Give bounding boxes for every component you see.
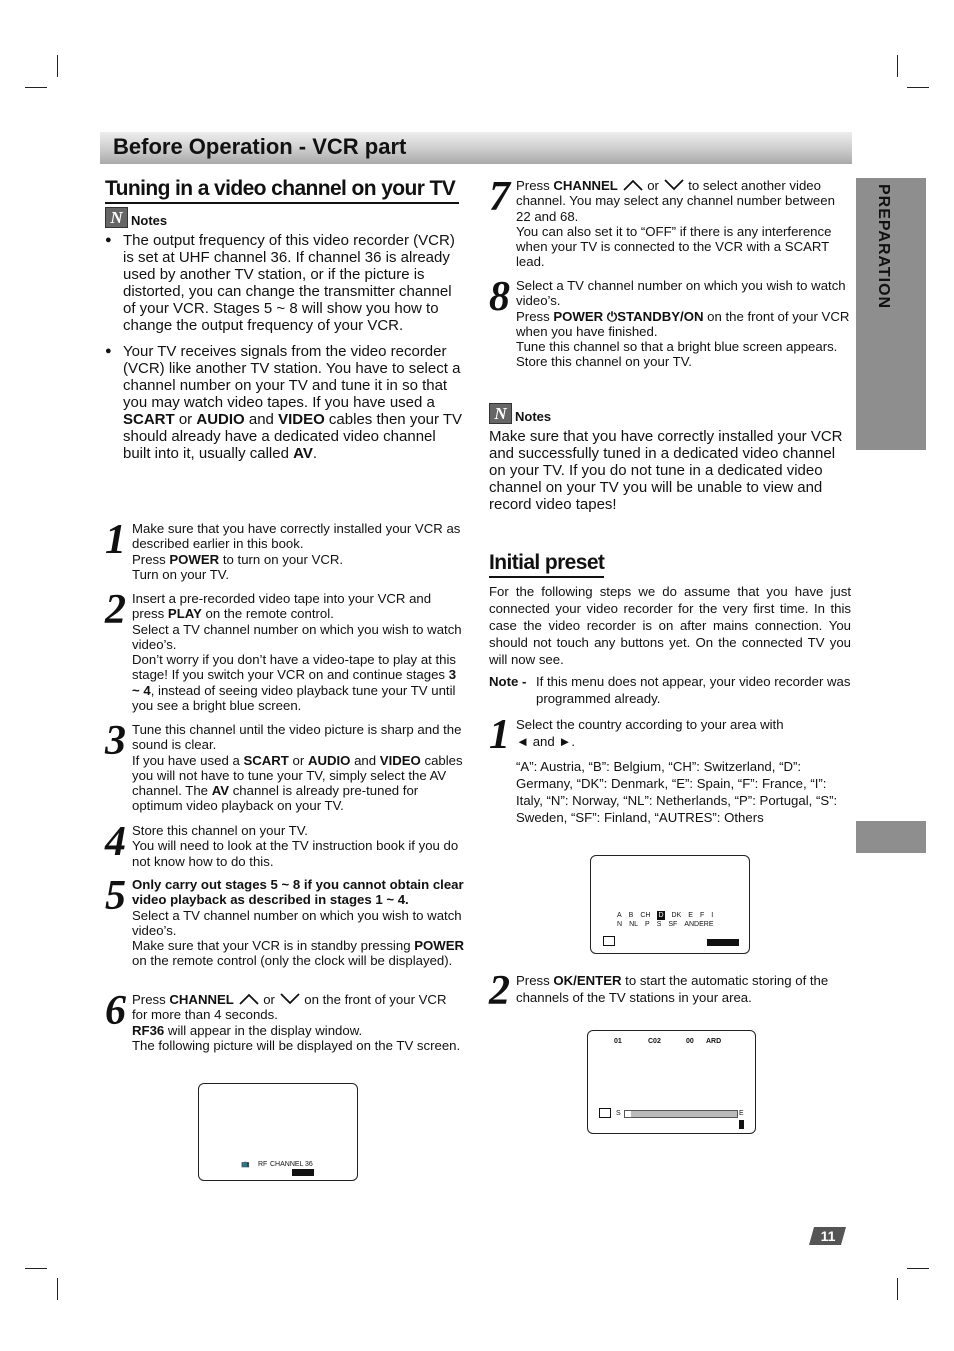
note-label: Note - (489, 674, 527, 689)
step-number: 6 (105, 988, 126, 1034)
preset-title: Initial preset (489, 550, 604, 578)
step-number: 1 (105, 517, 126, 563)
scan-progress-fill (625, 1111, 631, 1117)
channel-down-icon (279, 992, 301, 1006)
scan-start-label: S (616, 1110, 621, 1117)
page-number-badge (808, 1226, 848, 1246)
side-marker (856, 821, 926, 853)
bullet-item: ● The output frequency of this video recorder (VCR) is set at UHF channel 36. If channel 36 is already used by another TV station, or if the picture is distorted, you can change the transmitter channel of your VCR. Stages 5 ~ 8 will show you how to change the output frequency of your VCR. (105, 232, 463, 334)
step-number: 7 (489, 174, 510, 220)
right-notes-text: Make sure that you have correctly installed your VCR and successfully tuned in a dedicated video channel on your TV. If you do not tune in a dedicated video channel on your TV you will be unable to view and record video tapes! (489, 428, 843, 513)
scan-end-label: E (739, 1110, 744, 1117)
page-title: Before Operation - VCR part (113, 134, 407, 159)
tuning-notes-head (105, 207, 167, 228)
note-text: If this menu does not appear, your video recorder was programmed already. (536, 674, 851, 706)
preset-intro: For the following steps we do assume that you have just connected your video recorder for the very first time. In this case the video recorder is on after mains connection. You should not touch any buttons yet. On the connected TV you will now see. (489, 584, 851, 667)
bullet-item: ● Your TV receives signals from the video recorder (VCR) like another TV station. You have to select a channel number on your TV and tune it in so that you may watch video tapes. If you have used a SCART or AUDIO and VIDEO cables then your TV should already have a dedicated video channel built into it, usually called AV. (105, 343, 463, 462)
tv-screen-country (590, 855, 750, 954)
step-number: 1 (489, 712, 510, 758)
tuning-bullets (105, 232, 463, 471)
tv-screen-rf (198, 1083, 358, 1181)
tv-icon (603, 936, 615, 946)
step-number: 4 (105, 819, 126, 865)
scan-progress-track (624, 1110, 738, 1118)
step-number: 5 (105, 873, 126, 919)
side-tab (856, 178, 926, 450)
tv-screen-autostore (587, 1030, 756, 1134)
selected-country: D (658, 912, 664, 919)
rf-label: RF (258, 1161, 268, 1168)
channel-value: 36 (305, 1161, 313, 1168)
step-number: 3 (105, 718, 126, 764)
step-number: 8 (489, 274, 510, 320)
preset-note (489, 673, 851, 707)
tv-icon (599, 1108, 611, 1118)
step-number: 2 (105, 587, 126, 633)
notes-label: Notes (131, 213, 168, 228)
channel-up-icon (622, 178, 644, 192)
step-number: 2 (489, 968, 510, 1014)
channel-up-icon (238, 992, 260, 1006)
notes-icon: N (489, 403, 512, 424)
channel-label: CHANNEL (270, 1161, 304, 1168)
right-notes-head (489, 403, 551, 424)
program-number: 01 (614, 1038, 622, 1045)
notes-icon: N (105, 207, 128, 228)
country-row-2: N NL P S SF ANDERE (617, 921, 714, 928)
notes-label: Notes (515, 409, 552, 424)
fine-tune-value: 00 (686, 1038, 694, 1045)
channel-down-icon (663, 178, 685, 192)
channel-number: C02 (648, 1038, 661, 1045)
tuning-title: Tuning in a video channel on your TV (105, 176, 459, 204)
nav-keys-icon (292, 1169, 314, 1176)
station-name: ARD (706, 1038, 722, 1045)
tv-icon: 📺 (241, 1161, 250, 1168)
page-number: 11 (820, 1228, 836, 1244)
side-tab-label: PREPARATION (875, 184, 892, 310)
country-row-1: A B CH D DK E F I (617, 912, 714, 919)
nav-keys-icon (707, 939, 739, 946)
nav-key-icon (739, 1120, 744, 1129)
